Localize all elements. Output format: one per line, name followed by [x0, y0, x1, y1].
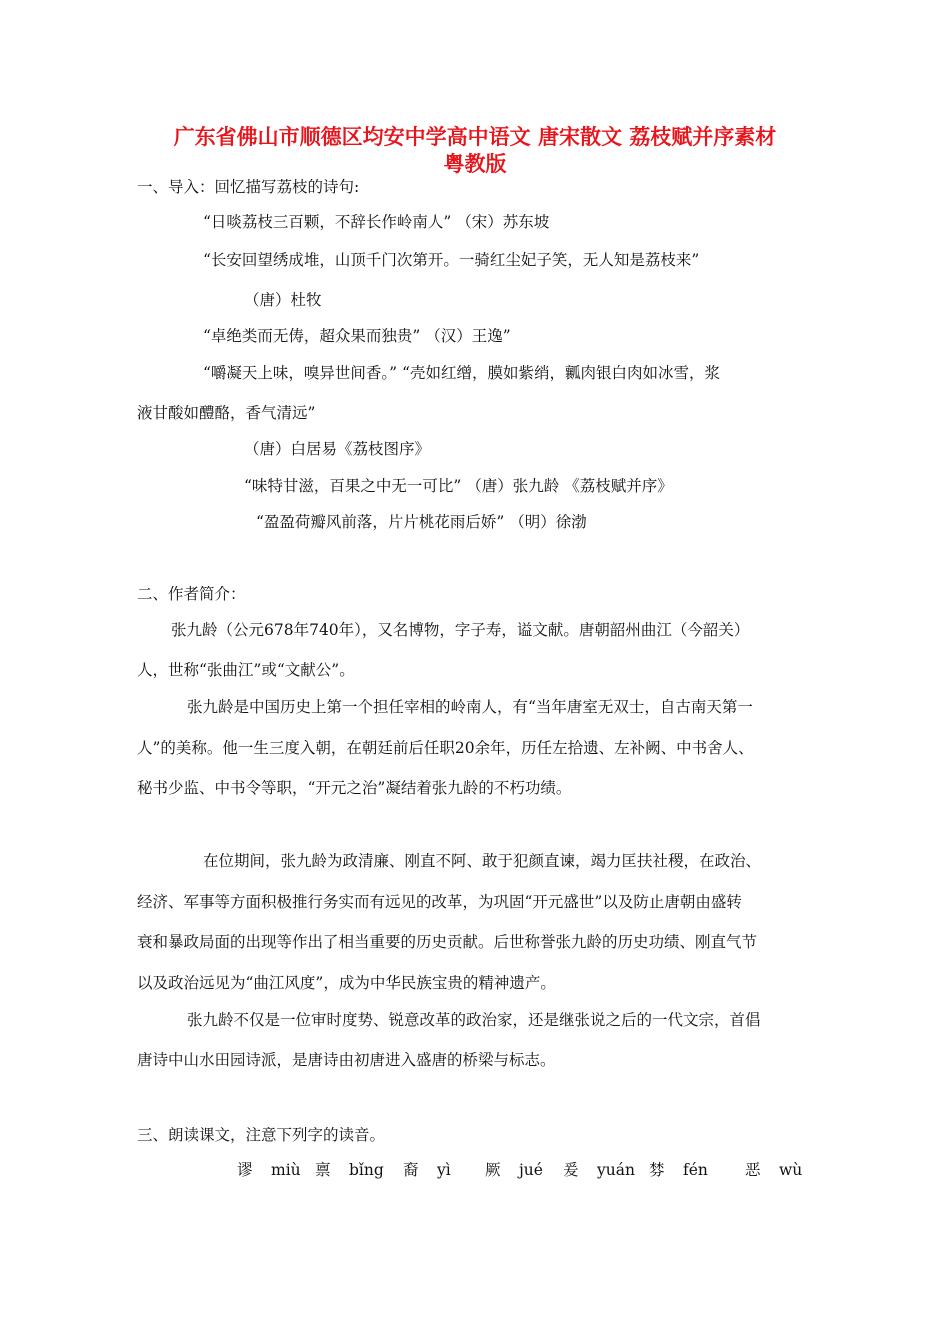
poem-line: “长安回望绣成堆，山顶千门次第开。一骑红尘妃子笑，无人知是荔枝来”	[203, 251, 700, 269]
paragraph-line: 人，世称“张曲江”或“文献公”。	[137, 661, 355, 679]
poem-attribution: （唐）白居易《荔枝图序》	[244, 440, 431, 458]
paragraph-line: 张九龄是中国历史上第一个担任宰相的岭南人，有“当年唐室无双士，自古南天第一	[187, 698, 753, 716]
pinyin-reading: bǐng	[349, 1161, 384, 1179]
pinyin-char: 爰	[563, 1161, 579, 1179]
paragraph-line: 唐诗中山水田园诗派，是唐诗由初唐进入盛唐的桥梁与标志。	[137, 1051, 556, 1069]
pinyin-reading: miù	[271, 1161, 301, 1179]
poem-attribution: （唐）杜牧	[244, 291, 322, 309]
paragraph-line: 衰和暴政局面的出现等作出了相当重要的历史贡献。后世称誉张九龄的历史功绩、刚直气节	[137, 933, 758, 951]
poem-line: “卓绝类而无俦，超众果而独贵” （汉）王逸”	[203, 327, 511, 345]
pinyin-char: 厥	[485, 1161, 501, 1179]
section-heading-author: 二、作者简介：	[137, 585, 246, 603]
pinyin-reading: jué	[519, 1161, 543, 1179]
pinyin-list	[237, 1160, 805, 1180]
paragraph-line: 以及政治远见为“曲江风度”，成为中华民族宝贵的精神遗产。	[137, 974, 556, 992]
pinyin-reading: wù	[779, 1161, 803, 1179]
paragraph-line: 秘书少监、中书令等职，“开元之治”凝结着张九龄的不朽功绩。	[137, 779, 572, 797]
poem-line: “盈盈荷瓣风前落，片片桃花雨后娇” （明）徐渤	[256, 513, 587, 531]
poem-line: “嚼凝天上味，嗅异世间香。” “壳如红缯，膜如紫绡，瓤肉银白肉如冰雪，浆	[203, 364, 720, 382]
section-heading-reading: 三、朗读课文，注意下列字的读音。	[137, 1126, 386, 1144]
pinyin-reading: yuán	[597, 1161, 635, 1179]
paragraph-line: 在位期间，张九龄为政清廉、刚直不阿、敢于犯颜直谏，竭力匡扶社稷，在政治、	[203, 852, 762, 870]
paragraph-line: 张九龄不仅是一位审时度势、锐意改革的政治家，还是继张说之后的一代文宗，首倡	[187, 1011, 761, 1029]
section-heading-intro: 一、导入：回忆描写荔枝的诗句:	[137, 178, 360, 196]
poem-line: “味特甘滋，百果之中无一可比” （唐）张九龄 《荔枝赋并序》	[244, 477, 673, 495]
paragraph-line: 经济、军事等方面积极推行务实而有远见的改革，为巩固“开元盛世”以及防止唐朝由盛转	[137, 893, 742, 911]
poem-line: “日啖荔枝三百颗，不辞长作岭南人” （宋）苏东坡	[203, 213, 550, 231]
document-title-line2: 粤教版	[443, 151, 507, 176]
document-title: 广东省佛山市顺德区均安中学高中语文 唐宋散文 荔枝赋并序素材	[173, 124, 777, 149]
pinyin-char: 棼	[649, 1161, 665, 1179]
pinyin-char: 裔	[403, 1161, 419, 1179]
poem-line: 液甘酸如醴酪，香气清远”	[137, 404, 316, 422]
pinyin-reading: yì	[437, 1161, 451, 1179]
pinyin-reading: fén	[683, 1161, 708, 1179]
paragraph-line: 张九龄（公元678年740年），又名博物，字子寿，谥文献。唐朝韶州曲江（今韶关）	[171, 621, 750, 639]
pinyin-char: 恶	[745, 1161, 761, 1179]
paragraph-line: 人”的美称。他一生三度入朝，在朝廷前后任职20余年，历任左拾遗、左补阙、中书舍人、	[137, 739, 754, 757]
pinyin-char: 谬	[237, 1161, 253, 1179]
pinyin-char: 禀	[315, 1161, 331, 1179]
